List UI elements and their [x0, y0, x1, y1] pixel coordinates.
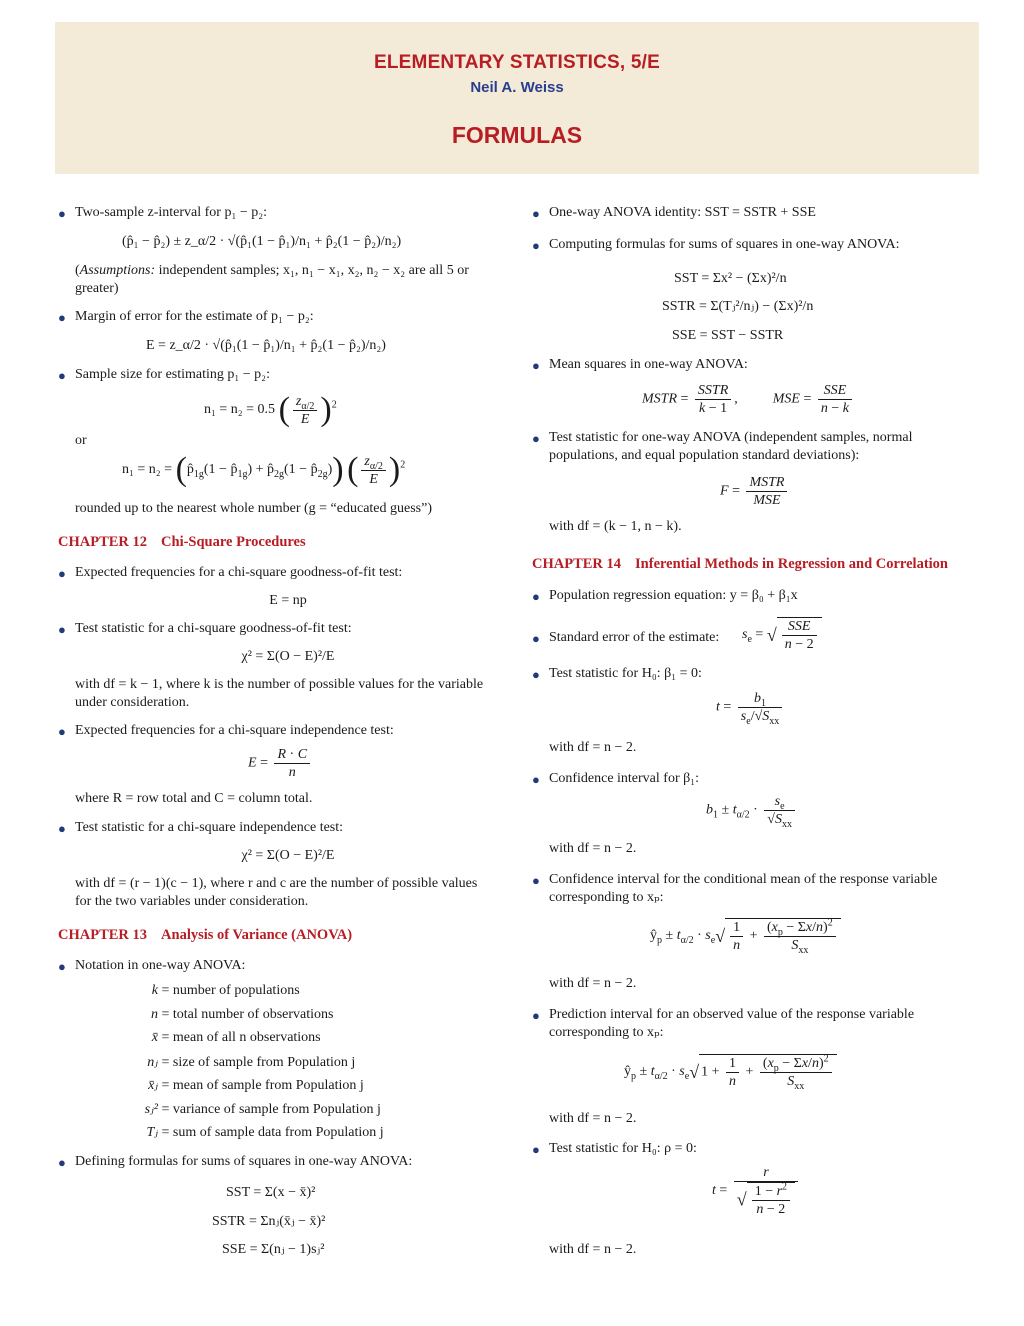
chapter-13-heading: [58, 927, 352, 944]
df-note: with df = n − 2.: [549, 1111, 637, 1126]
item-ci-conditional-mean: Confidence interval for the conditional mean of the response variable corresponding to xₚ:: [549, 872, 938, 905]
item-defining-formulas: Defining formulas for sums of squares in one-way ANOVA:: [75, 1154, 413, 1169]
left-column: [58, 0, 518, 1326]
bullet-icon: ●: [58, 622, 66, 637]
notation-row: nⱼ = size of sample from Population j: [147, 1055, 356, 1070]
bullet-icon: ●: [58, 821, 66, 836]
right-column: [532, 0, 992, 1326]
formula-sse-comp: SSE = SST − SSTR: [672, 328, 784, 343]
item-margin-of-error: Margin of error for the estimate of p₁ − p₂:: [75, 309, 314, 324]
bullet-icon: ●: [532, 206, 540, 221]
formula-sst-comp: SST = Σx² − (Σx)²/n: [674, 271, 787, 286]
item-two-sample-z-interval: Two-sample z-interval for p₁ − p₂:: [75, 205, 268, 220]
chapter-13-title: Analysis of Variance (ANOVA): [161, 927, 353, 943]
df-note: with df = n − 2.: [549, 841, 637, 856]
formula-margin-of-error: E = z_α/2 · √(p̂₁(1 − p̂₁)/n₁ + p̂₂(1 − p̂₂)/n₂): [146, 338, 386, 353]
formula-anova-f: F = $\frac{\text{MSTR}}{\text{MSE}}$: [720, 474, 790, 509]
bullet-icon: ●: [532, 1142, 540, 1157]
book-author: Neil A. Weiss: [470, 79, 564, 96]
bullet-icon: ●: [58, 959, 66, 974]
item-ci-beta: Confidence interval for β₁:: [549, 771, 700, 786]
formula-sample-size-b: $n_1 = n_2 = (p̂_{1g}(1$ − $p̂_{1g}$) + $p̂_{2g}(1$ − $p̂_{2g}$)) ( $\frac{z_{\alpha/2}}{E}$ )$^2$: [122, 451, 406, 488]
bullet-icon: ●: [532, 358, 540, 373]
anova-df-note: with df = (k − 1, n − k).: [549, 519, 682, 534]
bullet-icon: ●: [532, 589, 540, 604]
chapter-12-heading: [58, 534, 306, 551]
df-note: with df = n − 2.: [549, 1242, 637, 1257]
item-prediction-interval: Prediction interval for an observed value of the response variable corresponding to xₚ:: [549, 1007, 915, 1040]
formula-sstr-comp: SSTR = Σ(Tⱼ²/nⱼ) − (Σx)²/n: [662, 299, 814, 314]
formula-sample-size-b-lhs: n₁ = n₂ =: [122, 462, 173, 478]
formula-sample-size-a: n₁ = n₂ = 0.5 ( $\frac{z_{\alpha/2}}{E}$ )$^2$: [204, 391, 337, 428]
notation-row: x̄ = mean of all n observations: [151, 1030, 321, 1045]
item-test-stat-independence: Test statistic for a chi-square independence test:: [75, 820, 344, 835]
notation-row: sⱼ² = variance of sample from Population j: [144, 1102, 381, 1117]
formula-ci-beta: $b_1 \pm t_{\alpha/2}$ · $\frac{s_e}{√S_{xx}}$: [706, 793, 798, 828]
formula-e-rc-n: E = $\frac{R \cdot C}{n}$: [248, 746, 313, 781]
item-standard-error: Standard error of the estimate:: [549, 630, 720, 645]
item-mean-squares: Mean squares in one-way ANOVA:: [549, 357, 748, 372]
bullet-icon: ●: [532, 238, 540, 253]
formula-e-np: E = np: [269, 593, 307, 608]
bullet-icon: ●: [532, 667, 540, 682]
item-test-stat-gof: Test statistic for a chi-square goodness-of-fit test:: [75, 621, 352, 636]
chapter-12-label: CHAPTER 12: [58, 534, 148, 550]
assumptions-note: (Assumptions: independent samples; x₁, n₁ − x₁, x₂, n₂ − x₂ are all 5 or greater): [75, 263, 469, 296]
notation-row: k = number of populations: [151, 983, 300, 998]
formula-chi-square-gof: χ² = Σ(O − E)²/E: [241, 649, 335, 664]
formula-t-beta: t = $\frac{b_1}{s_e/√S_{xx}}$: [716, 690, 785, 725]
df-note-gof: with df = k − 1, where k is the number of possible values for the variable under consideration.: [75, 677, 484, 710]
item-sample-size: Sample size for estimating p₁ − p₂:: [75, 367, 270, 382]
item-regression-equation: Population regression equation: y = β₀ + β₁x: [549, 588, 798, 603]
item-anova-test-stat: Test statistic for one-way ANOVA (independent samples, normal populations, and equal population standard deviations):: [549, 430, 913, 463]
df-note: with df = n − 2.: [549, 740, 637, 755]
bullet-icon: ●: [58, 724, 66, 739]
chapter-14-title: Inferential Methods in Regression and Correlation: [635, 556, 948, 572]
df-note-independence: with df = (r − 1)(c − 1), where r and c are the number of possible values for the two variables under consideration.: [75, 876, 478, 909]
item-expected-freq-gof: Expected frequencies for a chi-square goodness-of-fit test:: [75, 565, 403, 580]
formula-t-rho: t = r √ $\frac{1 - r^2}{n - 2}$: [712, 1164, 801, 1218]
row-column-note: where R = row total and C = column total.: [75, 791, 313, 806]
bullet-icon: ●: [58, 1155, 66, 1170]
item-expected-freq-independence: Expected frequencies for a chi-square independence test:: [75, 723, 394, 738]
or-text: or: [75, 433, 87, 448]
assumptions-text: independent samples; x₁, n₁ − x₁, x₂, n₂ − x₂ are all 5 or greater): [75, 263, 469, 296]
formula-sse-def: SSE = Σ(nⱼ − 1)sⱼ²: [222, 1242, 325, 1257]
bullet-icon: ●: [532, 431, 540, 446]
item-anova-identity: One-way ANOVA identity: SST = SSTR + SSE: [549, 205, 816, 220]
bullet-icon: ●: [58, 310, 66, 325]
bullet-icon: ●: [58, 566, 66, 581]
item-test-stat-beta: Test statistic for H₀: β₁ = 0:: [549, 666, 702, 681]
bullet-icon: ●: [532, 1008, 540, 1023]
item-computing-formulas: Computing formulas for sums of squares in one-way ANOVA:: [549, 237, 900, 252]
bullet-icon: ●: [58, 206, 66, 221]
formula-ci-conditional-mean: $ŷ_p \pm t_{\alpha/2} \cdot s_e√$ $\frac{1}{n}$ + $\frac{(x_p - \Sigma x/n)^2}{S_{xx}}$: [650, 918, 841, 954]
notation-row: Tⱼ = sum of sample data from Population j: [146, 1125, 384, 1140]
df-note: with df = n − 2.: [549, 976, 637, 991]
page-heading: FORMULAS: [451, 122, 583, 148]
assumptions-label: Assumptions:: [79, 263, 156, 278]
book-title: ELEMENTARY STATISTICS, 5/E: [373, 52, 660, 73]
formula-sst-def: SST = Σ(x − x̄)²: [226, 1185, 316, 1200]
formula-prediction-interval: $ŷ_p \pm t_{\alpha/2} \cdot s_e√$ 1 + $\frac{1}{n}$ + $\frac{(x_p - \Sigma x/n)^2}{S_{xx}}$: [624, 1054, 837, 1090]
formula-mean-squares: MSTR = $\frac{\text{SSTR}}{k - 1}$ , MSE = $\frac{\text{SSE}}{n - k}$: [642, 382, 855, 417]
chapter-13-label: CHAPTER 13: [58, 927, 148, 943]
formula-standard-error: $s_e$ = √ $\frac{\text{SSE}}{n - 2}$: [742, 617, 822, 653]
bullet-icon: ●: [532, 873, 540, 888]
chapter-14-heading: [532, 556, 948, 573]
item-notation: Notation in one-way ANOVA:: [75, 958, 246, 973]
formula-sstr-def: SSTR = Σnⱼ(x̄ⱼ − x̄)²: [212, 1214, 326, 1229]
formula-sample-size-a-lhs: n₁ = n₂ = 0.5: [204, 402, 276, 418]
bullet-icon: ●: [58, 368, 66, 383]
chapter-12-title: Chi-Square Procedures: [161, 534, 306, 550]
bullet-icon: ●: [532, 631, 540, 646]
notation-row: x̄ⱼ = mean of sample from Population j: [148, 1078, 364, 1093]
formula-chi-square-independence: χ² = Σ(O − E)²/E: [241, 848, 335, 863]
rounding-note: rounded up to the nearest whole number (g = “educated guess”): [75, 501, 432, 516]
chapter-14-label: CHAPTER 14: [532, 556, 622, 572]
notation-row: n = total number of observations: [151, 1007, 334, 1022]
formula-z-interval: (p̂₁ − p̂₂) ± z_α/2 · √(p̂₁(1 − p̂₁)/n₁ + p̂₂(1 − p̂₂)/n₂): [122, 234, 402, 249]
bullet-icon: ●: [532, 772, 540, 787]
item-test-stat-rho: Test statistic for H₀: ρ = 0:: [549, 1141, 697, 1156]
